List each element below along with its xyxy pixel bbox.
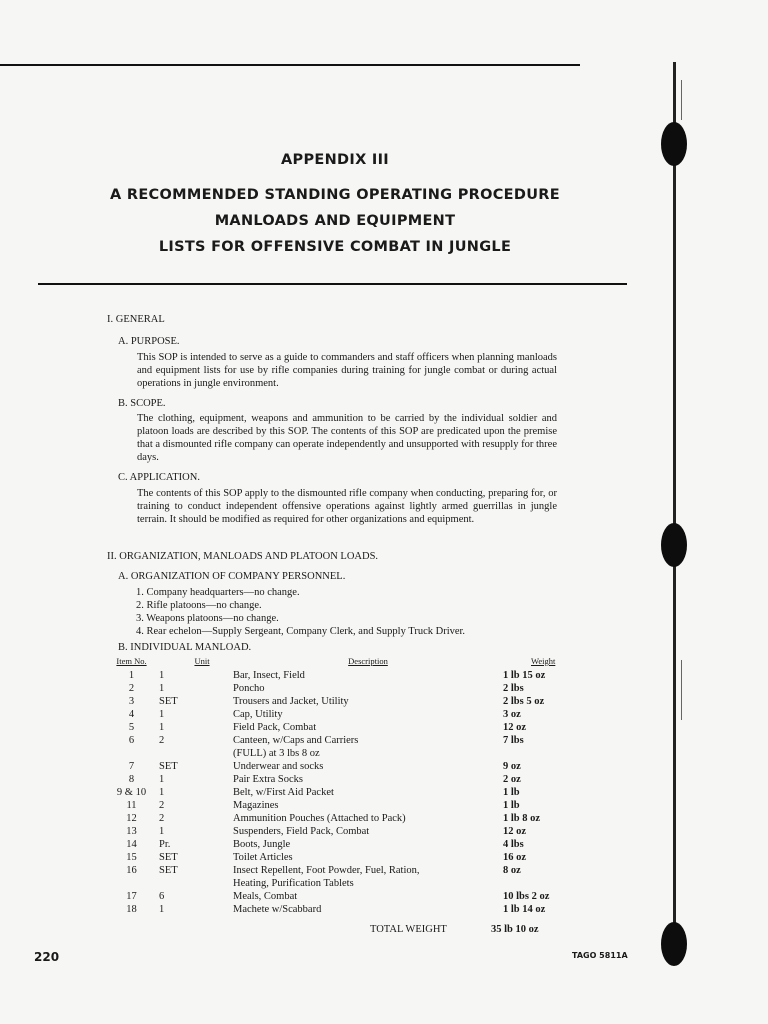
item-description: [233, 812, 503, 825]
item-description-line: Trousers and Jacket, Utility: [233, 696, 349, 707]
item-unit: 1: [159, 722, 165, 733]
item-description: [233, 695, 503, 708]
item-unit: 1: [159, 787, 165, 798]
list-item: 3. Weapons platoons—no change.: [136, 613, 279, 624]
organization-list: [136, 586, 465, 638]
item-number: 5: [128, 722, 135, 733]
item-weight: 1 lb 14 oz: [503, 904, 546, 915]
table-row: [104, 682, 631, 695]
item-unit: 2: [159, 800, 165, 811]
item-weight: 4 lbs: [503, 839, 524, 850]
item-description-line: Pair Extra Socks: [233, 774, 303, 785]
item-description: [233, 669, 503, 682]
item-weight: 2 oz: [503, 774, 521, 785]
list-item: 2. Rifle platoons—no change.: [136, 600, 262, 611]
document-subtitle-2: LISTS FOR OFFENSIVE COMBAT IN JUNGLE: [158, 239, 512, 255]
item-number: 16: [126, 865, 137, 876]
application-text: The contents of this SOP apply to the dismounted rifle company when conducting, preparing for, or training to conduct independent offensive operations against lightly armed guerrillas in jungle terrain. It should be modified as required for other organizations and equipment.: [137, 488, 557, 525]
item-description-line: (FULL) at 3 lbs 8 oz: [233, 748, 320, 759]
column-header-item: Item No.: [116, 656, 147, 666]
item-description: [233, 721, 503, 734]
item-description: [233, 864, 503, 890]
item-unit: 1: [159, 774, 165, 785]
list-item: 4. Rear echelon—Supply Sergeant, Company Clerk, and Supply Truck Driver.: [136, 626, 466, 637]
table-row: [104, 669, 631, 682]
item-description-line: Magazines: [233, 800, 279, 811]
item-unit: SET: [159, 865, 178, 876]
edge-mark: [681, 660, 682, 720]
item-number: 9 & 10: [116, 787, 147, 798]
item-description: [233, 903, 503, 916]
item-number: 15: [126, 852, 137, 863]
item-description-line: Cap, Utility: [233, 709, 283, 720]
item-unit: 2: [159, 813, 165, 824]
item-description-line: Boots, Jungle: [233, 839, 291, 850]
item-weight: 1 lb: [503, 787, 520, 798]
edge-mark: [681, 80, 682, 120]
application-title: C. APPLICATION.: [118, 472, 200, 483]
table-header-row: [104, 655, 631, 669]
heading-rule: [38, 283, 627, 285]
page-edge: [673, 62, 676, 962]
column-header-weight: Weight: [531, 656, 556, 666]
item-unit: 1: [159, 826, 165, 837]
table-row: [104, 864, 631, 890]
table-row: [104, 799, 631, 812]
table-row: [104, 760, 631, 773]
item-weight: 7 lbs: [503, 735, 524, 746]
item-description-line: Ammunition Pouches (Attached to Pack): [233, 813, 406, 824]
item-description-line: Meals, Combat: [233, 891, 298, 902]
item-description-line: Suspenders, Field Pack, Combat: [233, 826, 370, 837]
item-number: 4: [128, 709, 135, 720]
table-row: [104, 851, 631, 864]
item-unit: 1: [159, 683, 165, 694]
section-general-title: I. GENERAL: [107, 314, 165, 325]
item-number: 7: [128, 761, 135, 772]
item-description-line: Underwear and socks: [233, 761, 324, 772]
document-title: A RECOMMENDED STANDING OPERATING PROCEDURE: [110, 187, 560, 203]
item-description-line: Heating, Purification Tablets: [233, 878, 354, 889]
item-number: 3: [128, 696, 135, 707]
organization-subtitle: A. ORGANIZATION OF COMPANY PERSONNEL.: [118, 571, 346, 582]
table-row: [104, 903, 631, 916]
item-description-line: Toilet Articles: [233, 852, 293, 863]
binder-hole: [661, 922, 687, 966]
item-weight: 2 lbs 5 oz: [503, 696, 545, 707]
item-description-line: Field Pack, Combat: [233, 722, 317, 733]
table-row: [104, 773, 631, 786]
manload-subtitle: B. INDIVIDUAL MANLOAD.: [118, 642, 252, 653]
item-unit: 1: [159, 904, 165, 915]
item-number: 6: [128, 735, 135, 746]
item-weight: 16 oz: [503, 852, 527, 863]
item-weight: 9 oz: [503, 761, 521, 772]
table-row: [104, 890, 631, 903]
item-weight: 1 lb 8 oz: [503, 813, 541, 824]
item-description-line: Poncho: [233, 683, 265, 694]
purpose-text: This SOP is intended to serve as a guide to commanders and staff officers when planning manloads and equipment lists for use by rifle companies during training for jungle combat or during actual operations in jungle environment.: [137, 352, 557, 389]
total-weight-label: TOTAL WEIGHT: [370, 924, 447, 935]
item-description: [233, 734, 503, 760]
item-unit: 1: [159, 709, 165, 720]
table-row: [104, 812, 631, 825]
form-code: TAGO 5811A: [572, 951, 628, 960]
total-weight-value: 35 lb 10 oz: [491, 924, 539, 935]
item-description: [233, 799, 503, 812]
item-number: 11: [126, 800, 137, 811]
item-description: [233, 838, 503, 851]
section-organization-title: II. ORGANIZATION, MANLOADS AND PLATOON LOADS.: [107, 551, 379, 562]
item-weight: 8 oz: [503, 865, 521, 876]
item-number: 17: [126, 891, 137, 902]
item-description: [233, 682, 503, 695]
table-row: [104, 786, 631, 799]
item-description-line: Belt, w/First Aid Packet: [233, 787, 334, 798]
item-number: 18: [126, 904, 137, 915]
scope-title: B. SCOPE.: [118, 398, 166, 409]
item-description: [233, 851, 503, 864]
column-header-unit: Unit: [194, 656, 210, 666]
table-row: [104, 695, 631, 708]
item-description: [233, 890, 503, 903]
column-header-description: Description: [348, 656, 388, 666]
scope-text: The clothing, equipment, weapons and ammunition to be carried by the individual soldier and platoon loads are described by this SOP. The contents of this SOP are predicated upon the premise that a dismounted rifle company can operate independently and unsupported with resupply for three days.: [137, 413, 557, 463]
item-number: 2: [128, 683, 135, 694]
item-description: [233, 786, 503, 799]
item-weight: 12 oz: [503, 722, 527, 733]
table-row: [104, 734, 631, 760]
item-number: 12: [126, 813, 137, 824]
item-weight: 1 lb: [503, 800, 520, 811]
item-number: 14: [126, 839, 137, 850]
item-unit: 1: [159, 670, 165, 681]
item-description-line: Bar, Insect, Field: [233, 670, 305, 681]
manload-table: [104, 655, 631, 916]
item-unit: SET: [159, 696, 178, 707]
appendix-title: APPENDIX III: [281, 152, 389, 168]
item-unit: SET: [159, 761, 178, 772]
item-unit: 6: [159, 891, 165, 902]
item-description: [233, 825, 503, 838]
item-unit: Pr.: [159, 839, 171, 850]
item-number: 13: [126, 826, 137, 837]
table-row: [104, 838, 631, 851]
item-unit: 2: [159, 735, 165, 746]
table-row: [104, 721, 631, 734]
item-description: [233, 773, 503, 786]
item-weight: 3 oz: [503, 709, 521, 720]
item-unit: SET: [159, 852, 178, 863]
item-number: 1: [128, 670, 135, 681]
item-description: [233, 708, 503, 721]
top-rule: [0, 64, 580, 66]
item-description-line: Canteen, w/Caps and Carriers: [233, 735, 359, 746]
table-row: [104, 825, 631, 838]
purpose-title: A. PURPOSE.: [118, 336, 180, 347]
item-description: [233, 760, 503, 773]
item-weight: 1 lb 15 oz: [503, 670, 546, 681]
item-weight: 10 lbs 2 oz: [503, 891, 550, 902]
item-weight: 2 lbs: [503, 683, 524, 694]
item-weight: 12 oz: [503, 826, 527, 837]
list-item: 1. Company headquarters—no change.: [136, 587, 300, 598]
table-row: [104, 708, 631, 721]
item-description-line: Machete w/Scabbard: [233, 904, 322, 915]
page-number: 220: [34, 950, 60, 964]
item-description-line: Insect Repellent, Foot Powder, Fuel, Ration,: [233, 865, 420, 876]
binder-hole: [661, 523, 687, 567]
document-subtitle: MANLOADS AND EQUIPMENT: [214, 213, 456, 229]
item-number: 8: [128, 774, 135, 785]
